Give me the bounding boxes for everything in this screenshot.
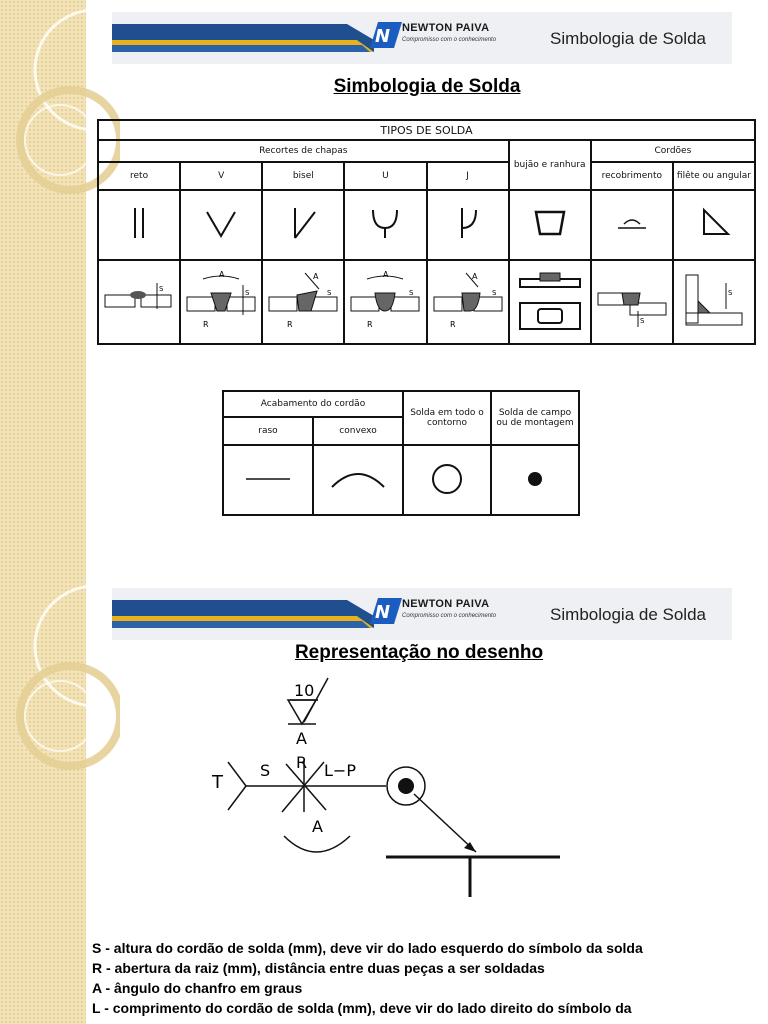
v-symbol-icon (191, 198, 251, 248)
symbol-filete (673, 190, 755, 260)
drawing-filete (673, 260, 755, 344)
diagram-label-a-top: A (296, 729, 307, 748)
symbol-bujao (509, 190, 591, 260)
page-title: Simbologia de Solda (333, 76, 521, 97)
svg-text:R: R (449, 320, 456, 329)
col-recobrimento: recobrimento (591, 162, 673, 190)
header-acabamento: Acabamento do cordão (223, 391, 403, 417)
col-reto: reto (98, 162, 180, 190)
legend-item-r: R - abertura da raiz (mm), distância entre duas peças a ser soldadas (92, 960, 545, 976)
bujao-symbol-icon (520, 198, 580, 248)
symbol-reto (98, 190, 180, 260)
svg-text:R: R (287, 320, 293, 329)
svg-text:S: S (639, 317, 645, 325)
arrow-head-icon (464, 842, 476, 852)
svg-text:A: A (313, 272, 319, 281)
drawing-reto (98, 260, 180, 344)
diagram-label-s: S (260, 761, 271, 780)
svg-text:A: A (471, 272, 478, 281)
header-banner (112, 588, 732, 640)
col-raso: raso (223, 417, 313, 445)
table-header: TIPOS DE SOLDA (98, 120, 755, 140)
symbol-bisel (262, 190, 344, 260)
banner-caption: Simbologia de Solda (550, 605, 706, 624)
banner-caption: Simbologia de Solda (550, 29, 706, 48)
symbol-raso (223, 445, 313, 515)
svg-text:S: S (245, 289, 250, 297)
svg-text:N: N (375, 602, 391, 623)
field-weld-dot-icon (398, 778, 414, 794)
page-title: Representação no desenho (294, 642, 544, 663)
symbol-v (180, 190, 262, 260)
col-convexo: convexo (313, 417, 403, 445)
drawing-u (344, 260, 426, 344)
bisel-symbol-icon (273, 198, 333, 248)
svg-text:S: S (409, 289, 414, 297)
col-j: J (427, 162, 509, 190)
legend (92, 938, 643, 1018)
svg-text:S: S (727, 289, 733, 297)
legend-item-a: A - ângulo do chanfro em graus (92, 980, 303, 996)
drawing-bisel (262, 260, 344, 344)
svg-text:S: S (159, 285, 164, 293)
header-campo: Solda de campo ou de montagem (491, 391, 579, 445)
col-u: U (344, 162, 426, 190)
diagram-label-r: R (296, 753, 308, 772)
convex-arc-icon (318, 453, 398, 503)
brand-name: NEWTON PAIVA (402, 22, 490, 34)
symbol-j (427, 190, 509, 260)
u-symbol-icon (355, 198, 415, 248)
header-banner (112, 12, 732, 64)
svg-text:S: S (327, 289, 332, 297)
svg-text:R: R (367, 320, 373, 329)
open-circle-icon (407, 453, 487, 503)
symbol-recobrimento (591, 190, 673, 260)
symbol-convexo (313, 445, 403, 515)
legend-item-s: S - altura do cordão de solda (mm), deve vir do lado esquerdo do símbolo da solda (92, 940, 643, 956)
filete-joint-drawing-icon (676, 265, 752, 335)
drawing-v (180, 260, 262, 344)
svg-text:N: N (375, 26, 391, 47)
symbol-u (344, 190, 426, 260)
j-symbol-icon (438, 198, 498, 248)
group-cordoes: Cordões (591, 140, 755, 162)
weld-types-table (97, 119, 756, 345)
v-joint-drawing-icon (183, 265, 259, 335)
col-filete: filête ou angular (673, 162, 755, 190)
header-todo-contorno: Solda em todo o contorno (403, 391, 491, 445)
brand-tagline: Compromisso com o conhecimento (402, 37, 497, 43)
symbol-campo (491, 445, 579, 515)
bujao-joint-drawing-icon (512, 265, 588, 335)
recobrimento-joint-drawing-icon (594, 265, 670, 335)
svg-text:S: S (491, 289, 497, 297)
finish-table (222, 390, 580, 516)
group-recortes: Recortes de chapas (98, 140, 509, 162)
u-joint-drawing-icon (347, 265, 423, 335)
svg-text:A: A (219, 270, 225, 279)
diagram-label-a-bottom: A (312, 817, 323, 836)
reto-symbol-icon (109, 198, 169, 248)
legend-item-l: L - comprimento do cordão de solda (mm), deve vir do lado direito do símbolo da (92, 1000, 632, 1016)
weld-symbol-diagram (200, 672, 570, 902)
filete-symbol-icon (684, 198, 744, 248)
brand-name: NEWTON PAIVA (402, 598, 490, 610)
recobrimento-symbol-icon (602, 198, 662, 248)
diagram-label-10: 10 (294, 681, 315, 700)
col-bisel: bisel (262, 162, 344, 190)
col-v: V (180, 162, 262, 190)
group-bujao: bujão e ranhura (509, 140, 591, 190)
filled-dot-icon (495, 453, 575, 503)
j-joint-drawing-icon (430, 265, 506, 335)
brand-tagline: Compromisso com o conhecimento (402, 613, 497, 619)
svg-text:R: R (203, 320, 209, 329)
drawing-j (427, 260, 509, 344)
svg-text:A: A (383, 270, 389, 279)
diagram-label-lp: L−P (324, 761, 356, 780)
symbol-todo-contorno (403, 445, 491, 515)
flat-line-icon (228, 453, 308, 503)
drawing-recobrimento (591, 260, 673, 344)
reto-joint-drawing-icon (101, 265, 177, 335)
bisel-joint-drawing-icon (265, 265, 341, 335)
diagram-label-t: T (212, 772, 223, 793)
drawing-bujao (509, 260, 591, 344)
